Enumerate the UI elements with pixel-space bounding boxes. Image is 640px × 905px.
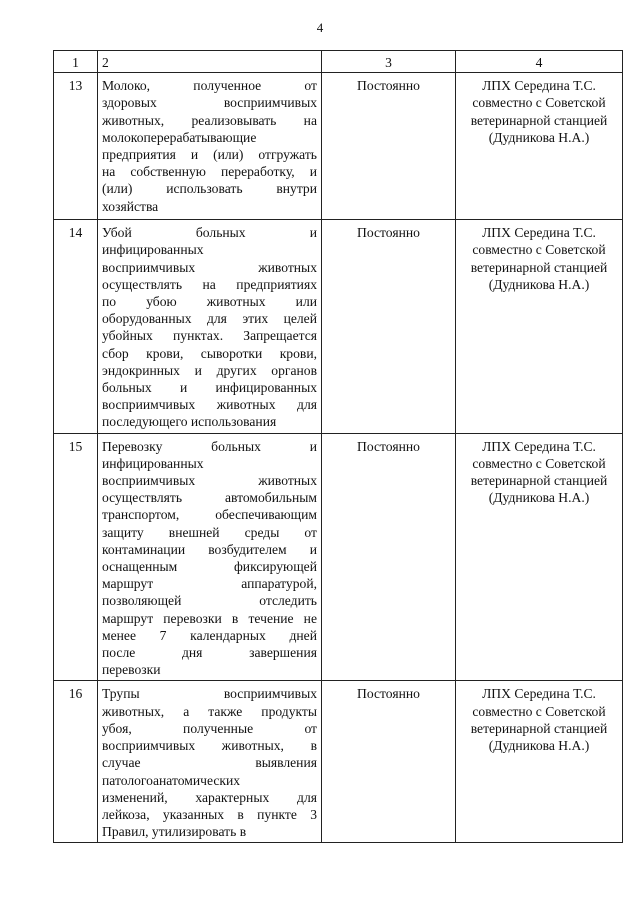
responsible-line: (Дудникова Н.А.) [488,276,590,292]
measure-text-line: осуществлять автомобильным [102,490,317,506]
responsible-line: совместно с Советской [472,95,606,111]
measure-text-line: транспортом, обеспечивающим [102,507,317,523]
measure-text-line: осуществлять на предприятиях [102,276,317,292]
table-row [54,73,623,220]
responsible-cell [456,220,623,433]
responsible-cell [456,433,623,681]
responsible-cell [456,681,623,843]
measure-text-line: защиту внешней среды от [102,524,317,540]
measure-text-line: перевозки [102,662,161,678]
period-cell: Постоянно [322,220,456,433]
responsible-line: ЛПХ Середина Т.С. [482,438,596,454]
measure-text-line: молокоперерабатывающие [102,129,257,145]
measure-text-line: последующего использования [102,414,277,430]
measure-text-line: Молоко, полученное от [102,78,317,94]
responsible-cell [456,73,623,220]
measure-text-line: Трупы восприимчивых [102,686,317,702]
measure-text-line: изменений, характерных для [102,789,317,805]
measure-text-line: контаминации возбудителем и [102,541,317,557]
responsible-line: ЛПХ Середина Т.С. [482,225,596,241]
measure-text-line: Правил, утилизировать в [102,824,247,840]
measure-text-line: маршрут перевозки в течение не [102,610,317,626]
table-row [54,681,623,843]
responsible-line: ЛПХ Середина Т.С. [482,686,596,702]
row-number: 15 [54,433,98,681]
measure-text-line: восприимчивых животных, в [102,738,317,754]
responsible-line: ветеринарной станцией [470,473,608,489]
measure-text-line: Перевозку больных и [102,438,317,454]
row-number: 16 [54,681,98,843]
measure-text-line: восприимчивых животных для [102,397,317,413]
measure-text-line: инфицированных [102,242,204,258]
measure-text [98,73,322,220]
header-col-4: 4 [456,51,623,73]
measure-text-line: менее 7 календарных дней [102,627,317,643]
measure-text-line: позволяющей отследить [102,593,317,609]
responsible-line: (Дудникова Н.А.) [488,738,590,754]
measure-text-line: больных и инфицированных [102,380,317,396]
header-col-1: 1 [54,51,98,73]
measure-text-line: эндокринных и других органов [102,362,317,378]
measure-text-line: по убою животных или [102,294,317,310]
measure-text-line: (или) использовать внутри [102,181,317,197]
measure-text-line: случае выявления [102,755,317,771]
responsible-line: ЛПХ Середина Т.С. [482,78,596,94]
table-row [54,433,623,681]
measure-text-line: оснащенным фиксирующей [102,559,317,575]
measure-text-line: хозяйства [102,198,159,214]
measure-text-line: восприимчивых животных [102,259,317,275]
measure-text-line: после дня завершения [102,645,317,661]
responsible-line: совместно с Советской [472,242,606,258]
row-number: 13 [54,73,98,220]
measure-text [98,433,322,681]
responsible-line: ветеринарной станцией [470,259,608,275]
measure-text-line: патологоанатомических [102,772,241,788]
responsible-line: ветеринарной станцией [470,112,608,128]
period-cell: Постоянно [322,433,456,681]
measure-text-line: маршрут аппаратурой, [102,576,317,592]
responsible-line: (Дудникова Н.А.) [488,490,590,506]
header-col-2: 2 [98,51,322,73]
responsible-line: совместно с Советской [472,455,606,471]
measure-text-line: восприимчивых животных [102,473,317,489]
responsible-line: совместно с Советской [472,703,606,719]
measures-table [53,50,623,843]
measure-text-line: здоровых восприимчивых [102,95,317,111]
measure-text [98,681,322,843]
responsible-line: (Дудникова Н.А.) [488,129,590,145]
measure-text-line: лейкоза, указанных в пункте 3 [102,806,317,822]
measure-text-line: инфицированных [102,455,204,471]
measure-text [98,220,322,433]
row-number: 14 [54,220,98,433]
measure-text-line: убойных пунктах. Запрещается [102,328,317,344]
measure-text-line: животных, а также продукты [102,703,317,719]
measure-text-line: на собственную переработку, и [102,164,317,180]
measure-text-line: сбор крови, сыворотки крови, [102,345,317,361]
period-cell: Постоянно [322,681,456,843]
measure-text-line: убоя, полученные от [102,720,317,736]
measure-text-line: оборудованных для этих целей [102,311,317,327]
table-row [54,220,623,433]
table-header-row [54,51,623,73]
page-number: 4 [316,20,324,35]
measure-text-line: Убой больных и [102,225,317,241]
header-col-3: 3 [322,51,456,73]
measure-text-line: животных, реализовывать на [102,112,317,128]
measure-text-line: предприятия и (или) отгружать [102,147,317,163]
responsible-line: ветеринарной станцией [470,720,608,736]
period-cell: Постоянно [322,73,456,220]
